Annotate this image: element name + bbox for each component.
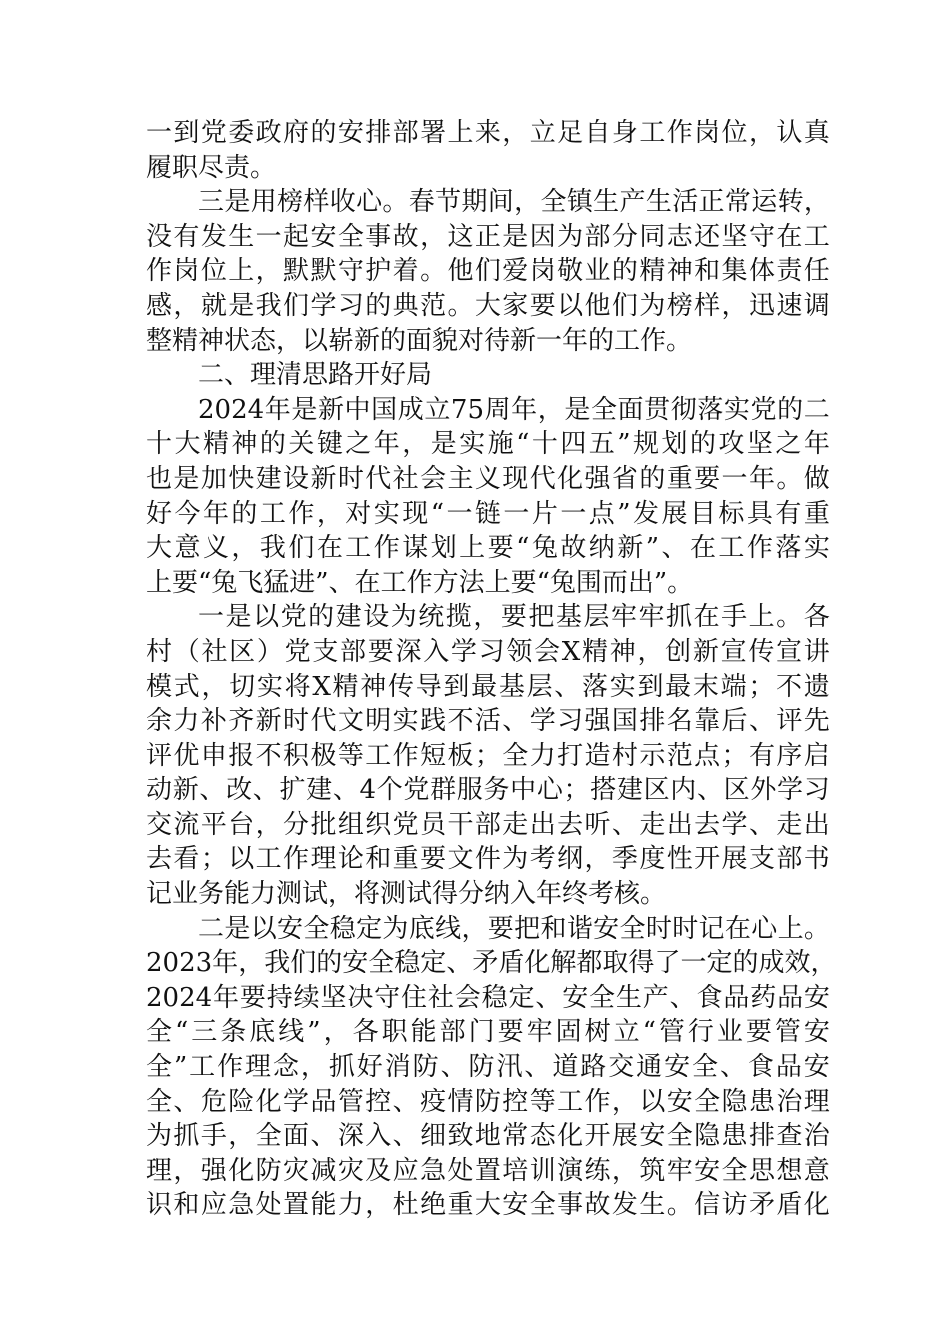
text-line: 一 是 以 党 的 建 设 为 统 揽 ， 要 把 基 层 牢 牢 抓 在 手 上 。 各 <box>198 602 830 633</box>
text-line: 余 力 补 齐 新 时 代 文 明 实 践 不 活 、 学 习 强 国 排 名 靠 后 、 评 先 <box>146 706 830 737</box>
text-line: 村 （ 社 区 ） 党 支 部 要 深 入 学 习 领 会 X 精 神 ， 创 新 宣 传 宣 讲 <box>146 636 830 667</box>
text-line: 交 流 平 台 ， 分 批 组 织 党 员 干 部 走 出 去 听 、 走 出 去 学 、 走 出 <box>146 809 830 840</box>
text-line: 履职尽责。 <box>146 152 277 183</box>
text-line: 好 今 年 的 工 作 ， 对 实 现 “ 一 链 一 片 一 点 ” 发 展 目 标 具 有 重 <box>146 498 830 529</box>
text-line: 感 ， 就 是 我 们 学 习 的 典 范 。 大 家 要 以 他 们 为 榜 样 ， 迅 速 调 <box>146 290 830 321</box>
text-line: 为 抓 手 ， 全 面 、 深 入 、 细 致 地 常 态 化 开 展 安 全 隐 患 排 查 治 <box>146 1121 830 1152</box>
text-line: 大 意 义 ， 我 们 在 工 作 谋 划 上 要 “ 兔 故 纳 新 ” 、 在 工 作 落 实 <box>146 533 830 564</box>
text-line: 全 、 危 险 化 学 品 管 控 、 疫 情 防 控 等 工 作 ， 以 安 全 隐 患 治 理 <box>146 1086 830 1117</box>
text-line: 全 ” 工 作 理 念 ， 抓 好 消 防 、 防 汛 、 道 路 交 通 安 全 、 食 品 安 <box>146 1052 830 1083</box>
text-line: 评 优 申 报 不 积 极 等 工 作 短 板 ； 全 力 打 造 村 示 范 点 ； 有 序 启 <box>146 740 830 771</box>
body-text <box>146 116 837 1223</box>
text-line: 没 有 发 生 一 起 安 全 事 故 ， 这 正 是 因 为 部 分 同 志 还 坚 守 在 工 <box>146 221 830 252</box>
text-line: 全 “ 三 条 底 线 ” ， 各 职 能 部 门 要 牢 固 树 立 “ 管 行 业 要 管 安 <box>146 1017 830 1048</box>
text-line: 一 到 党 委 政 府 的 安 排 部 署 上 来 ， 立 足 自 身 工 作 岗 位 ， 认 真 <box>146 118 830 148</box>
text-line: 去 看 ； 以 工 作 理 论 和 重 要 文 件 为 考 纲 ， 季 度 性 开 展 支 部 书 <box>146 844 830 875</box>
text-line: 三 是 用 榜 样 收 心 。 春 节 期 间 ， 全 镇 生 产 生 活 正 常 运 转 ， <box>198 187 830 218</box>
text-line: 识 和 应 急 处 置 能 力 ， 杜 绝 重 大 安 全 事 故 发 生 。 信 访 矛 盾 化 <box>146 1190 830 1221</box>
text-line: 上要“兔飞猛进”、在工作方法上要“兔围而出”。 <box>146 567 694 598</box>
text-line: 理 ， 强 化 防 灾 减 灾 及 应 急 处 置 培 训 演 练 ， 筑 牢 安 全 思 想 意 <box>146 1155 830 1186</box>
text-line: 2024 年 是 新 中 国 成 立 75 周 年 ， 是 全 面 贯 彻 落 实 党 的 二 <box>198 394 830 425</box>
text-line: 二、理清思路开好局 <box>198 360 433 391</box>
text-line: 动 新 、 改 、 扩 建 、 4 个 党 群 服 务 中 心 ； 搭 建 区 内 、 区 外 学 习 <box>146 775 830 806</box>
text-line: 整精神状态，以崭新的面貌对待新一年的工作。 <box>146 325 693 356</box>
text-line: 二 是 以 安 全 稳 定 为 底 线 ， 要 把 和 谐 安 全 时 时 记 在 心 上 。 <box>198 913 830 944</box>
text-line: 2024 年 要 持 续 坚 决 守 住 社 会 稳 定 、 安 全 生 产 、 食 品 药 品 安 <box>146 982 830 1013</box>
text-line: 也 是 加 快 建 设 新 时 代 社 会 主 义 现 代 化 强 省 的 重 要 一 年 。 做 <box>146 463 830 494</box>
text-line: 模 式 ， 切 实 将 X 精 神 传 导 到 最 基 层 、 落 实 到 最 末 端 ； 不 遗 <box>146 671 830 702</box>
text-line: 2023 年 ， 我 们 的 安 全 稳 定 、 矛 盾 化 解 都 取 得 了 一 定 的 成 效 ， <box>146 948 837 979</box>
text-line: 作 岗 位 上 ， 默 默 守 护 着 。 他 们 爱 岗 敬 业 的 精 神 和 集 体 责 任 <box>146 256 830 287</box>
text-line: 十 大 精 神 的 关 键 之 年 ， 是 实 施 “ 十 四 五 ” 规 划 的 攻 坚 之 年 <box>146 429 830 460</box>
text-line: 记业务能力测试，将测试得分纳入年终考核。 <box>146 879 667 910</box>
